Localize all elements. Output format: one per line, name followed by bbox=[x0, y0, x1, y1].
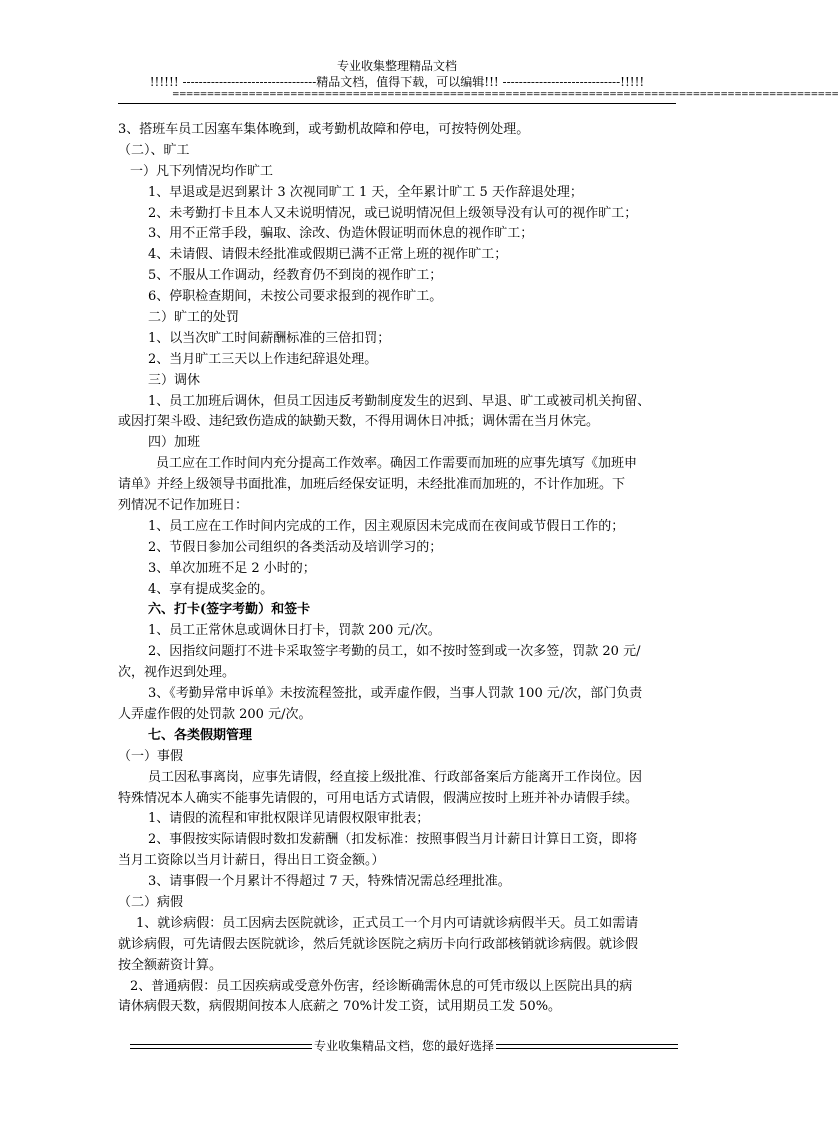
text-line: 2、未考勤打卡且本人又未说明情况，或已说明情况但上级领导没有认可的视作旷工； bbox=[148, 205, 638, 221]
text-line: 5、不服从工作调动，经教育仍不到岗的视作旷工； bbox=[148, 268, 443, 284]
text-line: 3、请事假一个月累计不得超过 7 天，特殊情况需总经理批准。 bbox=[148, 874, 511, 890]
text-line: 1、员工正常休息或调休日打卡，罚款 200 元/次。 bbox=[148, 623, 441, 639]
text-line: 2、当月旷工三天以上作违纪辞退处理。 bbox=[148, 351, 378, 367]
text-line: （二）病假 bbox=[118, 894, 184, 910]
text-line: 六、打卡(签字考勤）和签卡 bbox=[148, 602, 311, 618]
text-line: 人弄虚作假的处罚款 200 元/次。 bbox=[118, 706, 312, 722]
text-line: 3、用不正常手段，骗取、涂改、伪造休假证明而休息的视作旷工； bbox=[148, 226, 534, 242]
text-line: 按全额薪资计算。 bbox=[118, 957, 223, 973]
header-title: 专业收集整理精品文档 bbox=[336, 59, 457, 73]
text-line: （二）、旷工 bbox=[118, 142, 190, 158]
text-line: 列情况不记作加班日： bbox=[118, 498, 249, 514]
text-line: 2、因指纹问题打不进卡采取签字考勤的员工，如不按时签到或一次多签，罚款 20 元/ bbox=[148, 644, 641, 660]
text-line: 1、就诊病假：员工因病去医院就诊，正式员工一个月内可请就诊病假半天。员工如需请 bbox=[136, 915, 639, 931]
text-line: 1、请假的流程和审批权限详见请假权限审批表； bbox=[148, 811, 430, 827]
text-line: 请休病假天数，病假期间按本人底薪之 70%计发工资，试用期员工发 50%。 bbox=[118, 999, 562, 1015]
text-line: 或因打架斗殴、违纪致伤造成的缺勤天数，不得用调休日冲抵；调休需在当月休完。 bbox=[118, 414, 600, 430]
text-line: 员工应在工作时间内充分提高工作效率。确因工作需要而加班的应事先填写《加班申 bbox=[156, 456, 638, 472]
page-footer bbox=[130, 1037, 678, 1055]
text-line: 次，视作迟到处理。 bbox=[118, 665, 236, 681]
page-header bbox=[118, 56, 838, 100]
text-line: 四）加班 bbox=[148, 435, 201, 451]
text-line: 1、员工应在工作时间内完成的工作，因主观原因未完成而在夜间或节假日工作的； bbox=[148, 518, 625, 534]
header-tagline: !!!!!! ---------------------------------精品文档，值得下载，可以编辑!!! -----------------------------!!!!! bbox=[149, 75, 645, 89]
footer-text: 专业收集精品文档，您的最好选择 bbox=[314, 1039, 495, 1053]
text-line: 一）凡下列情况均作旷工 bbox=[130, 163, 274, 179]
text-line: 1、早退或是迟到累计 3 次视同旷工 1 天，全年累计旷工 5 天作辞退处理； bbox=[148, 184, 583, 200]
text-line: 七、各类假期管理 bbox=[148, 727, 253, 743]
text-line: 4、未请假、请假未经批准或假期已满不正常上班的视作旷工； bbox=[148, 247, 508, 263]
text-line: 二）旷工的处罚 bbox=[148, 310, 240, 326]
text-line: 2、节假日参加公司组织的各类活动及培训学习的； bbox=[148, 539, 443, 555]
text-line: （一）事假 bbox=[118, 748, 184, 764]
text-line: 员工因私事离岗，应事先请假，经直接上级批准、行政部备案后方能离开工作岗位。因 bbox=[148, 769, 643, 785]
text-line: 1、以当次旷工时间薪酬标准的三倍扣罚； bbox=[148, 330, 391, 346]
header-divider bbox=[118, 103, 676, 104]
text-line: 2、普通病假：员工因疾病或受意外伤害，经诊断确需休息的可凭市级以上医院出具的病 bbox=[130, 978, 633, 994]
text-line: 3、《考勤异常申诉单》未按流程签批，或弄虚作假，当事人罚款 100 元/次，部门负责 bbox=[148, 686, 643, 702]
footer-rule-left bbox=[130, 1044, 312, 1049]
text-line: 三）调休 bbox=[148, 372, 201, 388]
text-line: 3、单次加班不足 2 小时的； bbox=[148, 560, 316, 576]
text-line: 2、事假按实际请假时数扣发薪酬（扣发标准：按照事假当月计薪日计算日工资，即将 bbox=[148, 832, 638, 848]
text-line: 就诊病假，可先请假去医院就诊，然后凭就诊医院之病历卡向行政部核销就诊病假。就诊假 bbox=[118, 936, 639, 952]
text-line: 1、员工加班后调休，但员工因违反考勤制度发生的迟到、早退、旷工或被司机关拘留、 bbox=[148, 393, 651, 409]
header-equals-rule: ================================================================================================ bbox=[172, 90, 838, 100]
text-line: 请单》并经上级领导书面批准，加班后经保安证明，未经批准而加班的，不计作加班。下 bbox=[118, 477, 626, 493]
text-line: 6、停职检查期间，未按公司要求报到的视作旷工。 bbox=[148, 289, 443, 305]
document-body bbox=[118, 120, 676, 1018]
text-line: 特殊情况本人确实不能事先请假的，可用电话方式请假，假满应按时上班并补办请假手续。 bbox=[118, 790, 639, 806]
text-line: 4、享有提成奖金的。 bbox=[148, 581, 274, 597]
footer-rule-right bbox=[496, 1044, 678, 1049]
text-line: 当月工资除以当月计薪日，得出日工资金额。） bbox=[118, 853, 385, 869]
text-line: 3、搭班车员工因塞车集体晚到，或考勤机故障和停电，可按特例处理。 bbox=[118, 122, 530, 137]
